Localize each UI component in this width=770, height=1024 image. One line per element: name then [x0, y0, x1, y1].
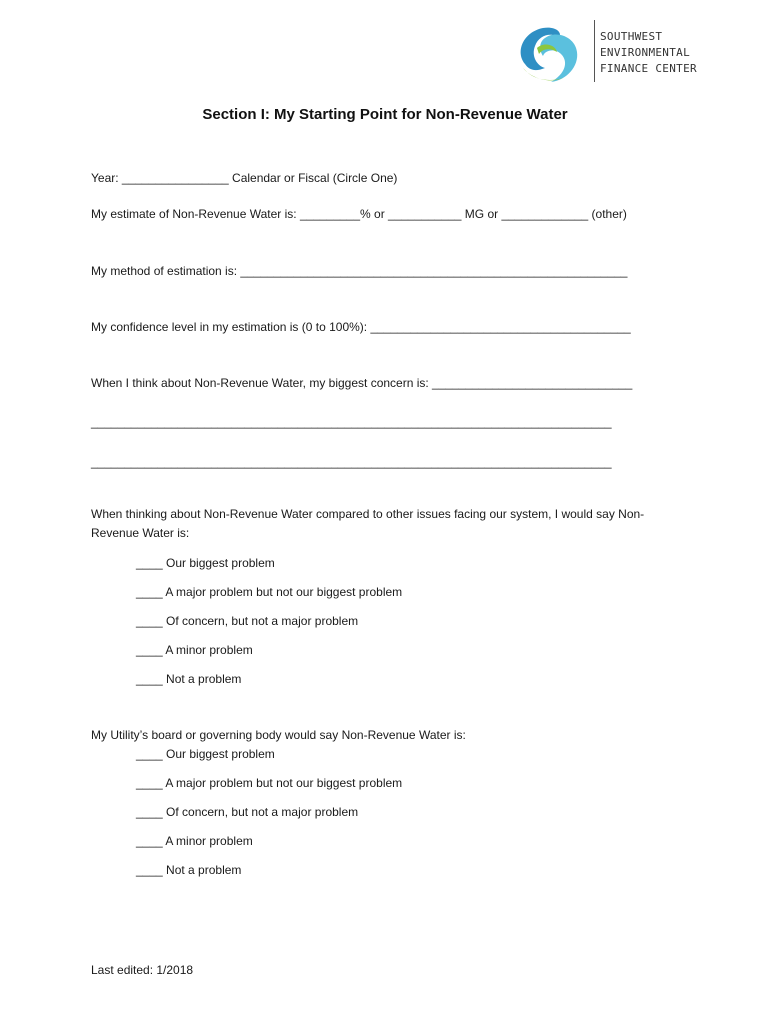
concern-blank-line-2[interactable]: ______________________________________________________________________________ [91, 455, 612, 469]
question-1-prompt: When thinking about Non-Revenue Water compared to other issues facing our system, I would say Non-Revenue Water is: [91, 507, 645, 540]
question-2-option-3[interactable]: ____ Of concern, but not a major problem [136, 805, 359, 819]
logo-line-1: SOUTHWEST [600, 30, 663, 43]
logo-divider [594, 20, 595, 82]
question-2-option-5[interactable]: ____ Not a problem [136, 863, 242, 877]
question-2-option-4[interactable]: ____ A minor problem [136, 834, 253, 848]
question-1-option-1[interactable]: ____ Our biggest problem [136, 556, 275, 570]
section-title: Section I: My Starting Point for Non-Revenue Water [202, 106, 568, 123]
logo-line-2: ENVIRONMENTAL [600, 46, 690, 59]
swirl-logo-icon [515, 22, 581, 86]
last-edited-footer: Last edited: 1/2018 [91, 963, 194, 977]
question-1-option-4[interactable]: ____ A minor problem [136, 643, 253, 657]
question-2-option-2[interactable]: ____ A major problem but not our biggest problem [136, 776, 403, 790]
logo-wordmark [600, 29, 697, 77]
estimate-field[interactable]: My estimate of Non-Revenue Water is: _________% or ___________ MG or _____________ (other) [91, 207, 627, 221]
concern-field[interactable]: When I think about Non-Revenue Water, my biggest concern is: ______________________________ [91, 376, 633, 390]
confidence-field[interactable]: My confidence level in my estimation is (0 to 100%): _______________________________________ [91, 320, 631, 334]
method-field[interactable]: My method of estimation is: __________________________________________________________ [91, 264, 628, 278]
year-field[interactable]: Year: ________________ Calendar or Fiscal (Circle One) [91, 171, 398, 185]
question-1-option-3[interactable]: ____ Of concern, but not a major problem [136, 614, 359, 628]
question-2-option-1[interactable]: ____ Our biggest problem [136, 747, 275, 761]
question-1-option-5[interactable]: ____ Not a problem [136, 672, 242, 686]
question-2-prompt: My Utility’s board or governing body would say Non-Revenue Water is: [91, 728, 466, 742]
logo-line-3: FINANCE CENTER [600, 62, 697, 75]
sefc-logo [515, 20, 697, 86]
concern-blank-line-1[interactable]: ______________________________________________________________________________ [91, 415, 612, 429]
question-1-option-2[interactable]: ____ A major problem but not our biggest problem [136, 585, 403, 599]
